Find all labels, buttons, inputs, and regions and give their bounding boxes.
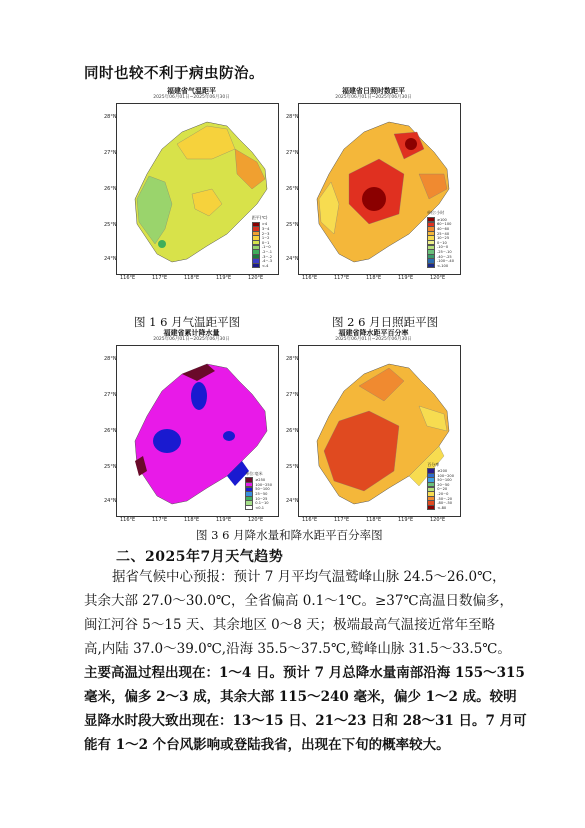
map-title: 福建省降水距平百分率	[338, 329, 409, 337]
map-title: 福建省累计降水量	[163, 329, 220, 337]
temperature-anomaly-map	[104, 86, 279, 284]
legend-label: 40~60	[436, 226, 450, 231]
paragraph-line: 显降水时段大致出现在：13～15 日、21～23 日和 28～31 日。7 月可	[84, 713, 527, 729]
lat-label: 27°N	[286, 150, 299, 156]
lon-label: 116°E	[120, 517, 136, 523]
lat-label: 28°N	[104, 356, 117, 362]
lat-label: 24°N	[104, 498, 117, 504]
lat-label: 28°N	[286, 114, 299, 120]
lat-label: 26°N	[104, 186, 117, 192]
legend-label: ≥250	[255, 478, 266, 483]
legend-label: 0~1	[261, 240, 270, 245]
paragraph-line: 主要高温过程出现在：1～4 日。预计 7 月总降水量南部沿海 155～315	[84, 665, 525, 681]
legend-label: 50~100	[437, 478, 452, 483]
legend-label: 0.1~10	[255, 501, 269, 506]
lon-label: 116°E	[120, 275, 136, 281]
map-legend	[252, 215, 272, 268]
lon-label: 117°E	[334, 275, 350, 281]
lat-label: 28°N	[286, 356, 299, 362]
legend-item	[245, 505, 272, 510]
lon-label: 120°E	[248, 275, 264, 281]
map-subtitle: 2025年06月01日~2025年06月30日	[335, 337, 412, 342]
lon-label: 116°E	[302, 275, 318, 281]
legend-swatch	[427, 263, 435, 268]
legend-label: >4	[261, 222, 268, 227]
lat-label: 26°N	[286, 428, 299, 434]
lon-label: 118°E	[184, 517, 200, 523]
lat-label: 25°N	[286, 222, 299, 228]
lat-label: 24°N	[286, 498, 299, 504]
legend-label: -40~-25	[436, 254, 452, 259]
map-legend	[427, 210, 454, 268]
legend-item	[427, 263, 454, 268]
legend-label: -25~-10	[436, 249, 452, 254]
lat-label: 27°N	[104, 150, 117, 156]
legend-item	[252, 263, 272, 268]
lat-label: 24°N	[286, 256, 299, 262]
lat-label: 25°N	[286, 464, 299, 470]
paragraph-line: 能有 1～2 个台风影响或登陆我省，出现在下旬的概率较大。	[84, 737, 450, 753]
lon-label: 118°E	[184, 275, 200, 281]
legend-label: -3~-2	[261, 254, 272, 259]
lon-label: 119°E	[216, 275, 232, 281]
lat-label: 25°N	[104, 464, 117, 470]
legend-label: 50~100	[255, 487, 270, 492]
legend-label: 2~3	[261, 231, 270, 236]
legend-swatch	[427, 505, 435, 510]
map-subtitle: 2025年06月01日~2025年06月30日	[153, 337, 230, 342]
lon-label: 120°E	[248, 517, 264, 523]
legend-label: -1~0	[261, 245, 271, 250]
legend-label: -80~-50	[437, 501, 453, 506]
map-subtitle: 2025年06月01日~2025年06月30日	[335, 95, 412, 100]
legend-title: 单位:毫米	[245, 470, 263, 476]
map-frame	[116, 345, 279, 517]
lat-label: 25°N	[104, 222, 117, 228]
legend-label: 100~250	[255, 482, 272, 487]
legend-swatch	[252, 263, 260, 268]
legend-label: 60~100	[436, 222, 452, 227]
lon-label: 117°E	[334, 517, 350, 523]
lon-label: 120°E	[430, 275, 446, 281]
legend-label: 100~200	[437, 473, 454, 478]
map-subtitle: 2025年06月01日~2025年06月30日	[153, 95, 230, 100]
paragraph-line: 其余大部 27.0～30.0℃，全省偏高 0.1～1℃。≥37℃高温日数偏多，	[84, 593, 514, 609]
legend-label: <0.1	[255, 505, 264, 510]
precipitation-anomaly-map	[286, 328, 461, 526]
paragraph-line: 据省气候中心预报：预计 7 月平均气温鹫峰山脉 24.5～26.0℃，	[112, 569, 506, 585]
legend-title: 单位:小时	[426, 210, 445, 216]
legend-label: ≥200	[437, 468, 448, 473]
legend-label: -4~-3	[261, 259, 272, 264]
lat-label: 26°N	[286, 186, 299, 192]
lat-label: 28°N	[104, 114, 117, 120]
lon-label: 120°E	[430, 517, 446, 523]
lon-label: 118°E	[366, 517, 382, 523]
paragraph-line: 毫米，偏多 2～3 成，其余大部 115～240 毫米，偏少 1～2 成。较明	[84, 689, 517, 705]
lon-label: 119°E	[398, 517, 414, 523]
figure-caption: 图 1 6 月气温距平图	[134, 315, 241, 329]
lon-label: 118°E	[366, 275, 382, 281]
map-title: 福建省日照时数距平	[342, 87, 405, 95]
legend-label: 25~50	[255, 491, 268, 496]
legend-label: 10~25	[436, 236, 450, 241]
legend-label: -20~0	[437, 491, 449, 496]
legend-label: -2~-1	[261, 249, 272, 254]
lon-label: 116°E	[302, 517, 318, 523]
legend-label: 1~2	[261, 236, 270, 241]
precipitation-map	[104, 328, 279, 526]
legend-title: 距平(℃)	[251, 215, 268, 221]
legend-label: 10~25	[255, 496, 268, 501]
forecast-paragraph	[84, 565, 527, 757]
lat-label: 26°N	[104, 428, 117, 434]
legend-item	[427, 505, 454, 510]
lat-label: 27°N	[104, 392, 117, 398]
map-frame	[298, 103, 461, 275]
lon-label: 119°E	[216, 517, 232, 523]
map-legend	[245, 471, 272, 510]
sunshine-anomaly-map	[286, 86, 461, 284]
figure-caption: 图 3 6 月降水量和降水距平百分率图	[196, 528, 383, 542]
section-heading: 二、2025年7月天气趋势	[116, 549, 284, 565]
lon-label: 117°E	[152, 275, 168, 281]
legend-label: -10~0	[436, 245, 449, 250]
paragraph-line: 高,内陆 37.0～39.0℃,沿海 35.5～37.5℃,鹫峰山脉 31.5～33.5℃。	[84, 641, 511, 657]
legend-label: 0~10	[436, 240, 447, 245]
lat-label: 24°N	[104, 256, 117, 262]
legend-label: 0~20	[437, 487, 448, 492]
map-title: 福建省气温距平	[167, 87, 216, 95]
legend-label: <-80	[437, 505, 447, 510]
lon-label: 117°E	[152, 517, 168, 523]
paragraph-line: 闽江河谷 5～15 天、其余地区 0～8 天；极端最高气温接近常年至略	[84, 617, 496, 633]
figure-caption: 图 2 6 月日照距平图	[332, 315, 439, 329]
map-legend	[427, 462, 454, 510]
legend-label: 25~40	[436, 231, 450, 236]
lat-label: 27°N	[286, 392, 299, 398]
legend-label: <-4	[261, 263, 269, 268]
legend-swatch	[245, 505, 253, 510]
legend-label: 3~4	[261, 226, 270, 231]
legend-label: <-100	[436, 263, 449, 268]
map-frame	[116, 103, 279, 275]
legend-label: ≥100	[436, 217, 447, 222]
legend-title: 百分率	[427, 461, 440, 467]
continuation-line: 同时也较不利于病虫防治。	[84, 65, 264, 82]
legend-label: -100~-40	[436, 259, 454, 264]
lon-label: 119°E	[398, 275, 414, 281]
legend-label: 20~50	[437, 482, 450, 487]
map-frame	[298, 345, 461, 517]
legend-label: -50~-20	[437, 496, 453, 501]
